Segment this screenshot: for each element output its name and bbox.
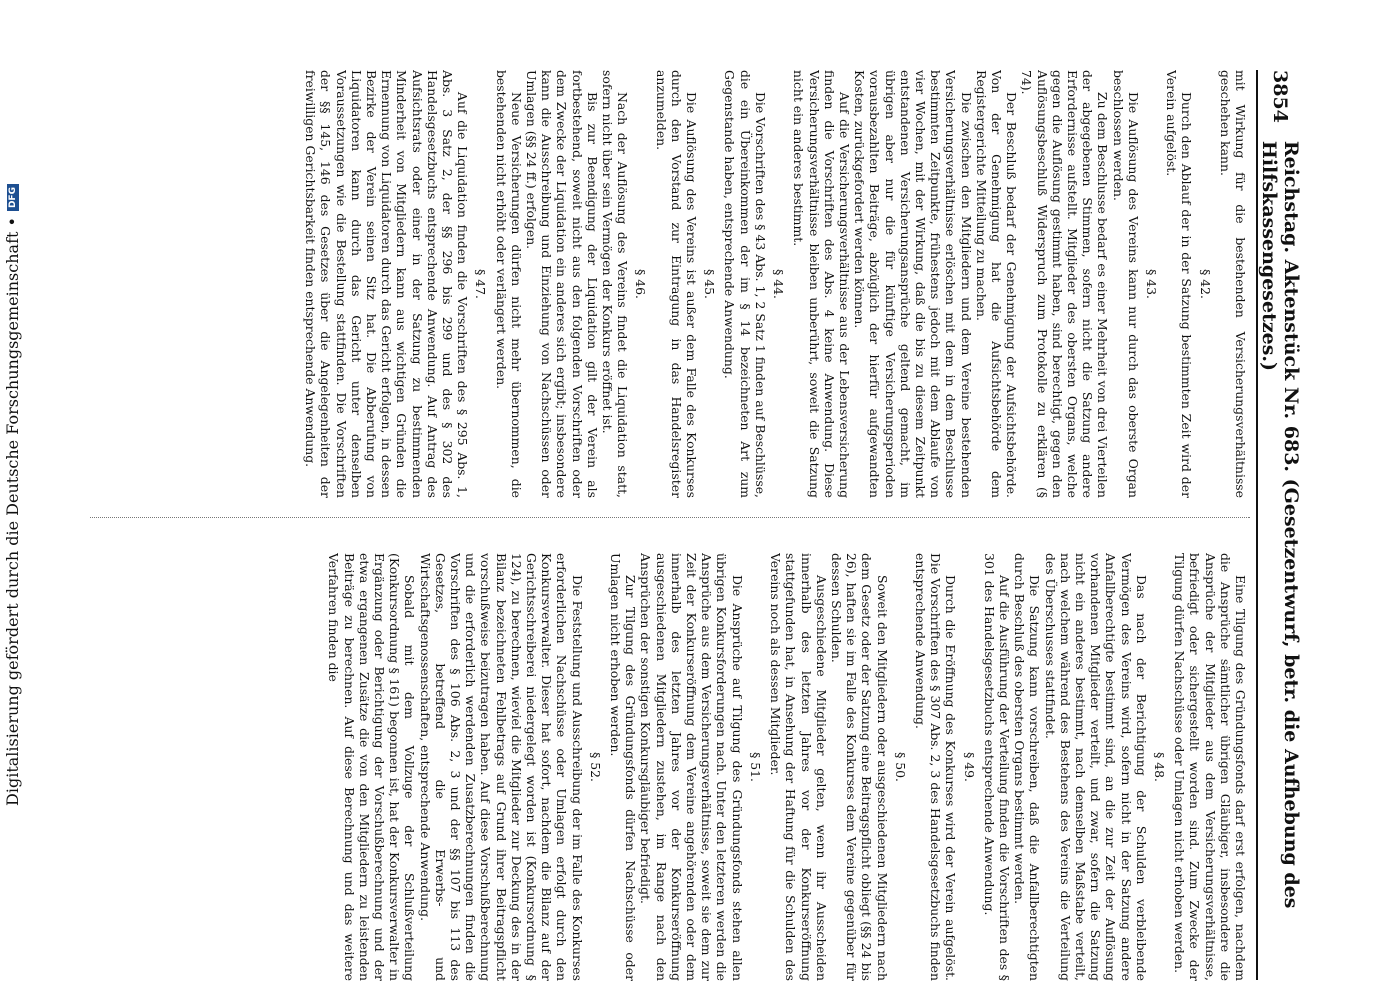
page-title: Reichstag. Aktenstück Nr. 683. (Gesetzentwurf, betr. die Aufhebung des Hilfskassengesetzes.) bbox=[1258, 140, 1302, 909]
paragraph: Zur Tilgung des Gründungsfonds dürfen Nachschüsse oder Umlagen nicht erhoben werden. bbox=[608, 553, 639, 981]
paragraph: Durch den Ablauf der in der Satzung bestimmten Zeit wird der Verein aufgelöst. bbox=[1164, 70, 1195, 498]
section-heading: § 44. bbox=[771, 269, 787, 299]
paragraph: Soweit den Mitgliedern oder ausgeschiedenen Mitgliedern nach dem Gesetz oder der Satzung eine Beitragspflicht obliegt (§§ 24 bis 26), haften sie im Falle des Konkurses dem Vereine gegenüber für dessen Schulden. bbox=[828, 553, 890, 981]
page-number: 3854 bbox=[1269, 70, 1291, 123]
section-heading: § 48. bbox=[1151, 752, 1167, 782]
section-heading: § 49. bbox=[961, 752, 977, 782]
section-heading: § 43. bbox=[1143, 269, 1159, 299]
column-divider bbox=[90, 517, 1250, 518]
paragraph: Neue Versicherungen dürfen nicht mehr übernommen, die bestehenden nicht erhöht oder verlängert werden. bbox=[493, 70, 524, 498]
paragraph: Auf die Liquidation finden die Vorschriften des § 295 Abs. 1, Abs. 3 Satz 2, der §§ 296 bis 299 und des § 302 des Handelsgesetzbuchs entsprechende Anwendung. Auf Antrag des Aufsichtsrats oder einer in der Satzung zu bestimmenden Minderheit von Mitgliedern kann aus wichtigen Gründen die Ernennung von Liquidatoren durch das Gericht erfolgen, in dessen Bezirke der Verein seinen Sitz hat. Die Abberufung von Liquidatoren kann durch das Gericht unter denselben Voraussetzungen wie die Bestellung stattfinden. Die Vorschriften der §§ 145, 146 des Gesetzes über die Angelegenheiten der freiwilligen Gerichtsbarkeit finden entsprechende Anwendung. bbox=[303, 70, 471, 498]
paragraph: Der Beschluß bedarf der Genehmigung der Aufsichtsbehörde. Von der Genehmigung hat die Aufsichtsbehörde dem Registergerichte Mitteilung zu machen. bbox=[973, 70, 1020, 498]
dfg-logo: DFG bbox=[7, 184, 19, 211]
section-heading: § 46. bbox=[633, 269, 649, 299]
paragraph: Die Auflösung des Vereins ist außer dem Falle des Konkurses durch den Vorstand zur Eintragung in das Handelsregister anzumelden. bbox=[653, 70, 700, 498]
paragraph: Durch die Eröffnung des Konkurses wird der Verein aufgelöst. Die Vorschriften des § 307 Abs. 2, 3 des Handelsgesetzbuchs finden entsprechende Anwendung. bbox=[912, 553, 959, 981]
section-heading: § 51. bbox=[747, 752, 763, 782]
paragraph: Eine Tilgung des Gründungsfonds darf erst erfolgen, nachdem die Ansprüche sämtlicher übrigen Gläubiger, insbesondere die Ansprüche der Mitglieder aus dem Versicherungsverhältnisse, befriedigt oder sichergestellt worden sind. Zum Zwecke der Tilgung dürfen Nachschüsse oder Umlagen nicht erhoben werden. bbox=[1172, 553, 1248, 981]
left-column bbox=[68, 70, 1248, 498]
section-heading: § 52. bbox=[587, 752, 603, 782]
paragraph: mit Wirkung für die bestehenden Versicherungsverhältnisse geschehen kann. bbox=[1217, 70, 1248, 498]
paragraph: Das nach der Berichtigung der Schulden verbleibende Vermögen des Vereins wird, sofern nicht in der Satzung andere Anfallberechtigte bestimmt sind, an die zur Zeit der Auflösung vorhandenen Mitglieder verteilt, und zwar, sofern die Satzung nicht ein anderes bestimmt, nach demselben Maßstabe verteilt, nach welchem während des Bestehens des Vereins die Verteilung des Überschusses stattfindet. bbox=[1042, 553, 1149, 981]
section-heading: § 50. bbox=[892, 752, 908, 782]
page-header bbox=[1260, 70, 1300, 980]
paragraph: Auf die Versicherungsverhältnisse aus der Lebensversicherung finden die Vorschriften des Abs. 4 keine Anwendung. Diese Versicherungsverhältnisse bleiben unberührt, soweit die Satzung nicht ein anderes bestimmt. bbox=[791, 70, 852, 498]
paragraph: Nach der Auflösung des Vereins findet die Liquidation statt, sofern nicht über sein Vermögen der Konkurs eröffnet ist. bbox=[600, 70, 631, 498]
paragraph: Auf die Ausführung der Verteilung finden die Vorschriften des § 301 des Handelsgesetzbuchs entsprechende Anwendung. bbox=[981, 553, 1012, 981]
section-heading: § 47. bbox=[473, 269, 489, 299]
paragraph: Die Auflösung des Vereins kann nur durch das oberste Organ beschlossen werden. bbox=[1110, 70, 1141, 498]
paragraph: Die Ansprüche auf Tilgung des Gründungsfonds stehen allen übrigen Konkursforderungen nach. Unter den letzteren werden die Ansprüche aus dem Versicherungsverhältnisse, soweit sie dem zur Zeit der Konkurseröffnung dem Vereine angehörenden oder dem innerhalb des letzten Jahres vor der Konkurseröffnung ausgeschiedenen Mitgliedern zustehen, im Range nach den Ansprüchen der sonstigen Konkursgläubiger befriedigt. bbox=[638, 553, 745, 981]
section-heading: § 42. bbox=[1197, 269, 1213, 299]
paragraph: Ausgeschiedene Mitglieder gelten, wenn ihr Ausscheiden innerhalb des letzten Jahres vor der Konkurseröffnung stattgefunden hat, in Ansehung der Haftung für die Schulden des Vereins noch als dessen Mitglieder. bbox=[768, 553, 829, 981]
right-column bbox=[68, 553, 1248, 981]
header-rule bbox=[1256, 70, 1258, 980]
paragraph: Die Satzung kann vorschreiben, daß die Anfallberechtigten durch Beschluß des obersten Organs bestimmt werden. bbox=[1012, 553, 1043, 981]
section-heading: § 45. bbox=[702, 269, 718, 299]
footer bbox=[3, 0, 22, 995]
footer-text: Digitalisierung gefördert durch die Deutsche Forschungsgemeinschaft • bbox=[3, 217, 22, 806]
paragraph: Zu dem Beschlusse bedarf es einer Mehrheit von drei Vierteilen der abgegebenen Stimmen, sofern nicht die Satzung andere Erfordernisse aufstellt. Mitglieder des obersten Organs, welche gegen die Auflösung gestimmt haben, sind berechtigt, gegen den Auflösungsbeschluß Widerspruch zum Protokolle zu erklären (§ 74). bbox=[1019, 70, 1111, 498]
paragraph: Die zwischen den Mitgliedern und dem Vereine bestehenden Versicherungsverhältnisse erlöschen mit dem in dem Beschlusse bestimmten Zeitpunkte, frühestens jedoch mit dem Ablaufe von vier Wochen, mit der Wirkung, daß die bis zu diesem Zeitpunkt entstandenen Versicherungsansprüche geltend gemacht, im übrigen aber nur die für künftige Versicherungsperioden vorausbezahlten Beiträge, abzüglich der hierfür aufgewandten Kosten, zurückgefordert werden können. bbox=[852, 70, 974, 498]
paragraph: Die Feststellung und Ausschreibung der im Falle des Konkurses erforderlichen Nachschüsse oder Umlagen erfolgt durch den Konkursverwalter. Dieser hat sofort, nachdem die Bilanz auf der Gerichtsschreiberei niedergelegt worden ist (Konkursordnung § 124), zu berechnen, wieviel die Mitglieder zur Deckung des in der Bilanz bezeichneten Fehlbetrags auf Grund ihrer Beitragspflicht vorschußweise beizutragen haben. Auf diese Vorschußberechnung und die erforderlich werdenden Zusatzberechnungen finden die Vorschriften des § 106 Abs. 2, 3 und der §§ 107 bis 113 des Gesetzes, betreffend die Erwerbs- und Wirtschaftsgenossenschaften, entsprechende Anwendung. bbox=[417, 553, 585, 981]
paragraph: Die Vorschriften des § 43 Abs. 1, 2 Satz 1 finden auf Beschlüsse, die ein Übereinkommen der im § 14 bezeichneten Art zum Gegenstande haben, entsprechende Anwendung. bbox=[722, 70, 768, 498]
footer-strip bbox=[0, 0, 22, 1000]
paragraph: Sobald mit dem Vollzuge der Schlußverteilung (Konkursordnung § 161) begonnen ist, hat der Konkursverwalter in Ergänzung oder Berichtigung der Vorschußberechnung und der etwa ergangenen Zusätze die von den Mitgliedern zu leistenden Beiträge zu berechnen. Auf diese Berechnung und das weitere Verfahren finden die bbox=[326, 553, 418, 981]
paragraph: Bis zur Beendigung der Liquidation gilt der Verein als fortbestehend, soweit nicht aus den folgenden Vorschriften oder dem Zwecke der Liquidation ein anderes sich ergibt; insbesondere kann die Ausschreibung und Einziehung von Nachschüssen oder Umlagen (§§ 24 ff.) erfolgen. bbox=[524, 70, 600, 498]
